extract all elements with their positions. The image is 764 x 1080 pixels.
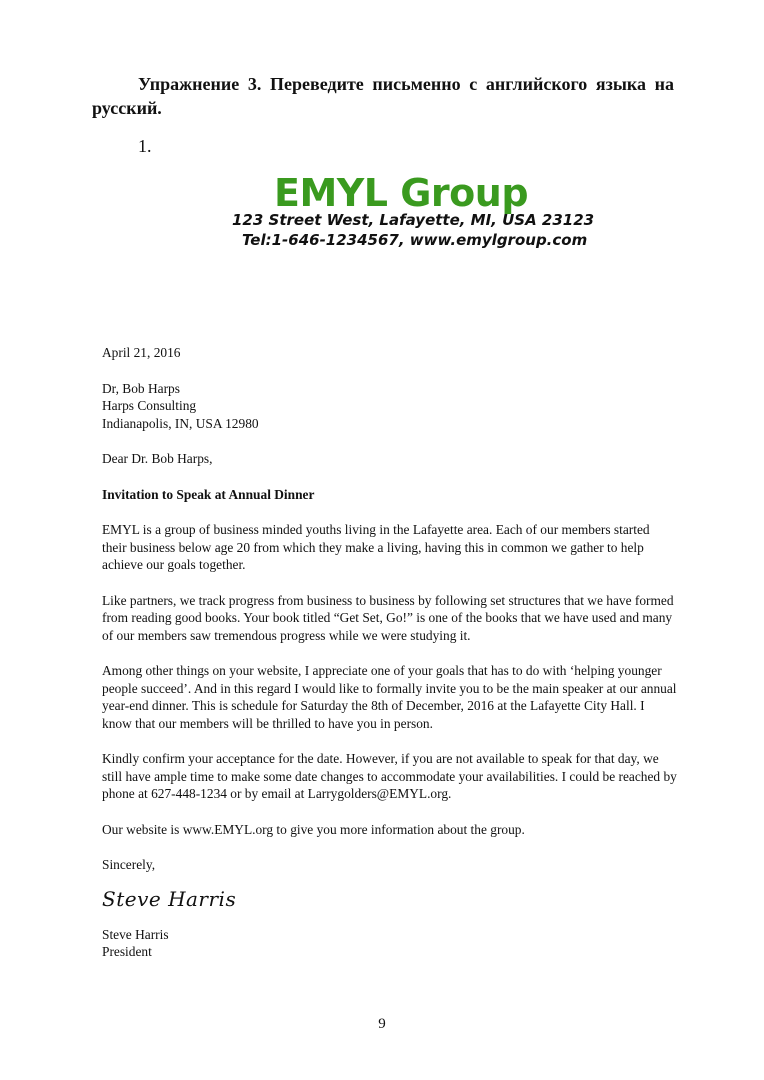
page-number: 9	[378, 1016, 386, 1032]
letterhead-contact: Tel:1-646-1234567, www.emylgroup.com	[242, 231, 588, 249]
letterhead	[230, 170, 595, 250]
letter-paragraph: Among other things on your website, I appreciate one of your goals that has to do with ‘helping younger people succeed’. And in this regard I would like to formally invite you to be the main speaker at our annual year-end dinner. This is schedule for Saturday the 8th of December, 2016 at the Lafayette City Hall. I know that our members will be thrilled to have you in person.	[102, 663, 677, 731]
letter-paragraph: EMYL is a group of business minded youths living in the Lafayette area. Each of our members started their business below age 20 from which they make a living, having this in common we gather to help achieve our goals together.	[102, 522, 650, 572]
letter-date: April 21, 2016	[102, 345, 181, 360]
recipient-address	[102, 380, 677, 433]
recipient-line: Harps Consulting	[102, 398, 197, 413]
closing: Sincerely,	[102, 857, 156, 872]
letter-paragraph: Like partners, we track progress from business to business by following set structures that we have formed from reading good books. Your book titled “Get Set, Go!” is one of the books that we have used and many of our members saw tremendous progress while we were studying it.	[102, 592, 674, 643]
letterhead-address: 123 Street West, Lafayette, MI, USA 23123	[232, 211, 595, 229]
signer-title: President	[102, 944, 152, 959]
recipient-line: Indianapolis, IN, USA 12980	[102, 415, 259, 431]
letter-paragraph: Our website is www.EMYL.org to give you more information about the group.	[102, 821, 525, 837]
letter-subject: Invitation to Speak at Annual Dinner	[102, 486, 315, 502]
item-number: 1.	[138, 136, 152, 156]
letter-body	[102, 344, 677, 979]
letter-paragraph: Kindly confirm your acceptance for the date. However, if you are not available to speak for that day, we still have ample time to make some date changes to accommodate your availabilities. I could be reached by phone at 627-448-1234 or by email at Larrygolders@EMYL.org.	[102, 751, 677, 801]
signer-block	[102, 926, 677, 961]
salutation: Dear Dr. Bob Harps,	[102, 451, 213, 466]
recipient-line: Dr, Bob Harps	[102, 380, 180, 396]
handwritten-signature: Steve Harris	[102, 886, 237, 911]
exercise-heading: Упражнение 3. Переведите письменно с английского языка на русский.	[92, 74, 674, 118]
company-logo: EMYL Group	[274, 171, 529, 215]
signer-name: Steve Harris	[102, 926, 169, 942]
